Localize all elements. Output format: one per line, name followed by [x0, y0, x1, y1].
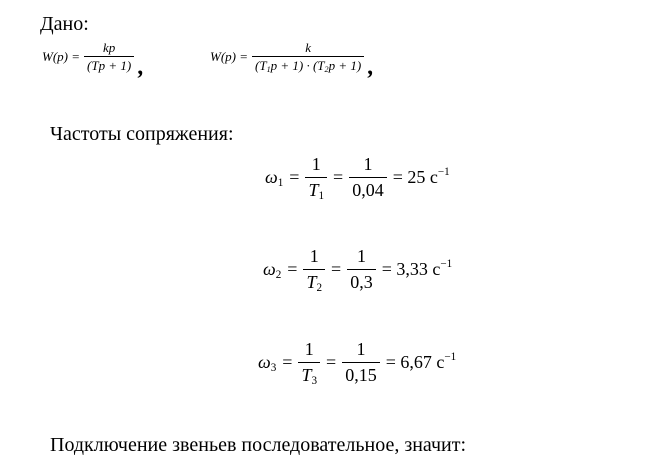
transfer-function-2 — [210, 40, 375, 80]
omega2-den — [303, 269, 325, 293]
omega2-den-var: T — [306, 272, 317, 292]
omega2-sub: 2 — [275, 268, 282, 281]
omega3-den-sub: 3 — [311, 374, 318, 387]
omega1-fraction-a — [305, 154, 327, 201]
formula1-fraction — [84, 40, 134, 74]
omega2-fraction-b — [347, 246, 376, 293]
omega3-result — [386, 352, 457, 373]
formula1-comma: , — [138, 53, 145, 80]
equals-sign: = — [287, 259, 298, 279]
formula1-denominator: (Tp + 1) — [84, 56, 134, 74]
footer-text: Подключение звеньев последовательное, значит: — [50, 434, 467, 456]
equals-sign: = — [333, 167, 344, 187]
omega2-symbol: ω — [263, 259, 276, 279]
equals-sign: = — [289, 167, 300, 187]
omega1-lhs — [265, 167, 283, 188]
omega1-num: 1 — [311, 154, 321, 174]
omega2-exp: −1 — [440, 258, 453, 271]
omega3-sub: 3 — [270, 361, 277, 374]
omega-equation-3 — [258, 339, 456, 386]
formula1-numerator: kp — [102, 40, 116, 55]
omega3-result-text: = 6,67 с — [385, 352, 445, 372]
omega1-exp: −1 — [437, 166, 450, 179]
formula2-den-part1: (T — [255, 58, 267, 73]
formula2-den-part3: p + 1) — [328, 58, 362, 73]
omega3-den2: 0,15 — [342, 362, 380, 386]
formula2-den-part2: p + 1) · (T — [270, 58, 325, 73]
omega1-den — [305, 177, 327, 201]
formula2-fraction — [252, 40, 364, 74]
omega2-lhs — [263, 259, 281, 280]
omega2-fraction-a — [303, 246, 325, 293]
omega3-lhs — [258, 352, 276, 373]
formula2-lhs: W(p) = — [210, 49, 249, 64]
omega3-fraction-a — [298, 339, 320, 386]
omega3-num: 1 — [304, 339, 314, 359]
omega1-fraction-b — [349, 154, 387, 201]
omega1-den2: 0,04 — [349, 177, 387, 201]
formula2-denominator — [252, 56, 364, 74]
omega3-fraction-b — [342, 339, 380, 386]
omega3-den-var: T — [301, 365, 312, 385]
omega3-den — [298, 362, 320, 386]
formula2-den-sub2: 2 — [324, 65, 329, 74]
omega2-num: 1 — [309, 246, 319, 266]
omega2-den-sub: 2 — [316, 281, 323, 294]
heading-frequencies: Частоты сопряжения: — [50, 123, 234, 145]
omega-equation-2 — [263, 246, 452, 293]
transfer-function-1 — [42, 40, 145, 80]
omega3-exp: −1 — [444, 351, 457, 364]
omega2-den2: 0,3 — [347, 269, 376, 293]
formula2-comma: , — [368, 53, 375, 80]
omega1-den-sub: 1 — [318, 189, 325, 202]
formula2-den-sub1: 1 — [266, 65, 271, 74]
equals-sign: = — [331, 259, 342, 279]
equals-sign: = — [282, 352, 293, 372]
omega2-num2: 1 — [356, 246, 366, 266]
omega1-num2: 1 — [363, 154, 373, 174]
omega1-symbol: ω — [265, 167, 278, 187]
omega1-result-text: = 25 с — [392, 167, 438, 187]
given-label: Дано: — [40, 13, 89, 35]
omega-equation-1 — [265, 154, 450, 201]
formula1-lhs: W(p) = — [42, 49, 81, 64]
omega2-result — [382, 259, 453, 280]
omega1-sub: 1 — [277, 176, 284, 189]
formula2-numerator: k — [305, 40, 311, 55]
equals-sign: = — [326, 352, 337, 372]
omega3-symbol: ω — [258, 352, 271, 372]
omega2-result-text: = 3,33 с — [381, 259, 441, 279]
omega3-num2: 1 — [356, 339, 366, 359]
omega1-den-var: T — [308, 180, 319, 200]
omega1-result — [393, 167, 450, 188]
